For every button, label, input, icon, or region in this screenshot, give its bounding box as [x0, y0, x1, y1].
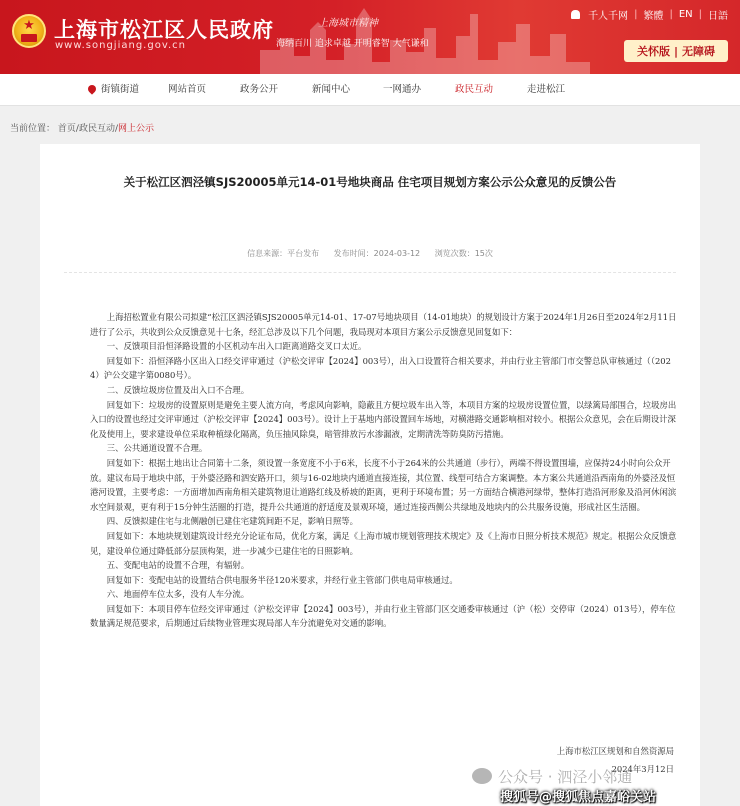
meta-date: 发布时间：2024-03-12 — [333, 249, 421, 258]
slogan-words: 海纳百川 追求卓越 开明睿智 大气谦和 — [276, 39, 429, 49]
nav-item-home[interactable]: 网站首页 — [168, 84, 207, 95]
paragraph: 上海招松置业有限公司拟建“松江区泗泾镇SJS20005单元14-01、17-07号地块项目（14-01地块）的规划设计方案于2024年1月26日至2024年2月11日进行了公示，共收到公众反馈意见十七条，经汇总涉及以下几个问题，我局现对本项目方案公示反馈意见回复如下： — [90, 312, 677, 337]
nav-item-interaction[interactable]: 政民互动 — [455, 84, 494, 95]
signature-org: 上海市松江区规划和自然资源局 — [556, 746, 674, 756]
breadcrumb-section[interactable]: 政民互动 — [78, 124, 115, 134]
top-link-qianrenqianwang[interactable]: 千人千网 — [588, 11, 629, 22]
article-card — [40, 144, 700, 806]
paragraph: 二、反馈垃圾房位置及出入口不合理。 — [106, 384, 250, 395]
wechat-icon — [472, 768, 492, 784]
nav-item-about-songjiang[interactable]: 走进松江 — [527, 84, 566, 95]
signature-date: 2024年3月12日 — [611, 764, 674, 774]
divider — [64, 272, 676, 273]
top-link-japanese[interactable]: 日語 — [708, 11, 728, 22]
wechat-watermark: 公众号 · 泗泾小邻通 — [472, 766, 632, 787]
site-title[interactable]: 上海市松江区人民政府 — [54, 17, 274, 42]
paragraph: 四、反馈拟建住宅与北侧融创已建住宅建筑间距不足，影响日照等。 — [106, 516, 359, 527]
article-body — [90, 310, 680, 631]
breadcrumb: 当前位置： 首页/政民互动/网上公示 — [10, 124, 155, 134]
breadcrumb-home[interactable]: 首页 — [57, 124, 76, 134]
nav-item-towns[interactable]: 街镇街道 — [88, 74, 139, 106]
accessibility-button[interactable]: 无障碍 — [682, 45, 716, 58]
national-emblem-icon: ★ — [12, 14, 46, 48]
site-header — [0, 0, 740, 74]
nav-item-news[interactable]: 新闻中心 — [312, 84, 351, 95]
top-link-traditional[interactable]: 繁體 — [643, 11, 664, 22]
meta-views: 浏览次数：15次 — [434, 249, 493, 258]
meta-source: 信息来源：平台发布 — [247, 249, 320, 258]
breadcrumb-current[interactable]: 网上公示 — [118, 124, 155, 134]
article-title: 关于松江区泗泾镇SJS20005单元14-01号地块商品 住宅项目规划方案公示公众意见的反馈公告 — [123, 175, 617, 189]
top-link-english[interactable]: EN — [678, 9, 693, 20]
bell-icon — [571, 10, 580, 19]
paragraph: 六、地面停车位太多，没有人车分流。 — [106, 589, 250, 600]
paragraph: 回复如下：沿恒泽路小区出入口经交评审通过（沪松交评审【2024】003号），出入口设置符合相关要求，并由行业主管部门市交警总队审核通过（（2024）沪公交建字第0080号）。 — [90, 355, 671, 381]
slogan-title: 上海城市精神 — [318, 18, 378, 29]
nav-item-online-service[interactable]: 一网通办 — [383, 84, 422, 95]
site-url: www.songjiang.gov.cn — [55, 40, 186, 51]
paragraph: 回复如下：垃圾房的设置原则是避免主要人流方向，考虑风向影响，隐蔽且方便垃圾车出入等，本项目方案的垃圾房设置位置，以绿篱局部围合，垃圾房出入口的设置也经过交评审通过（沪松交评审【2024】003号）。设计上于基地内部设置回车场地，对横港路交通影响相对较小。根据公众意见，会在后期设计深化及使用上，要求建设单位采取种植绿化隔离，负压抽风除臭，暗管排放污水渗漏液，定期清洗等防臭防污措施。 — [90, 399, 677, 439]
accessibility-buttons: 关怀版 | 无障碍 — [624, 40, 728, 62]
breadcrumb-prefix: 当前位置： — [10, 124, 56, 134]
paragraph: 回复如下：本项目停车位经交评审通过（沪松交评审【2024】003号），并由行业主管部门区交通委审核通过（沪（松）交停审（2024）013号），停车位数量满足规范要求，后期通过后续物业管理实现局部人车分流避免对交通的影响。 — [90, 603, 676, 629]
main-nav — [0, 74, 740, 106]
location-pin-icon — [86, 83, 97, 94]
article-meta — [40, 248, 700, 259]
paragraph: 回复如下：本地块规划建筑设计经充分论证布局，优化方案，满足《上海市城市规划管理技术规定》及《上海市日照分析技术规范》规定。根据公众反馈意见，建设单位通过降低部分层顶构架，进一步减少已建住宅的日照影响。 — [90, 530, 677, 556]
nav-item-gov-affairs[interactable]: 政务公开 — [240, 84, 279, 95]
care-mode-button[interactable]: 关怀版 — [636, 45, 670, 58]
paragraph: 回复如下：变配电站的设置结合供电服务半径120米要求，并经行业主管部门供电局审核通过。 — [106, 574, 458, 585]
paragraph: 三、公共通道设置不合理。 — [106, 443, 208, 454]
sohu-watermark: 搜狐号@搜狐焦点嘉峪关站 — [500, 790, 657, 805]
paragraph: 一、反馈项目沿恒泽路设置的小区机动车出入口距离道路交叉口太近。 — [106, 341, 367, 352]
top-links: 千人千网 | 繁體 | EN | 日語 — [571, 7, 728, 22]
paragraph: 五、变配电站的设置不合理，有辐射。 — [106, 560, 250, 571]
paragraph: 回复如下：根据土地出让合同第十二条，须设置一条宽度不小于6米，长度不小于264米的公共通道（步行），两端不得设置围墙，应保持24小时向公众开放。建议布局于地块中部，于外婆泾路和泗安路开口，须与16-02地块内通道直接连接，其位置、线型可结合方案调整。本方案公共通道沿西南角的外婆泾及恒港河设置，主要考虑：一方面增加西南角相关建筑物退让道路红线及桥坡的距离，更利于环境布置；另一方面结合横港河绿带，整体打造沿河形象及沿河休闲滨水空间景观，更有利于15分钟生活圈的打造，提升公共通道的舒适度及景观环境，通过连接西侧公共绿地及地块内的公共服务设施，形成社区生活圈。 — [90, 457, 677, 512]
